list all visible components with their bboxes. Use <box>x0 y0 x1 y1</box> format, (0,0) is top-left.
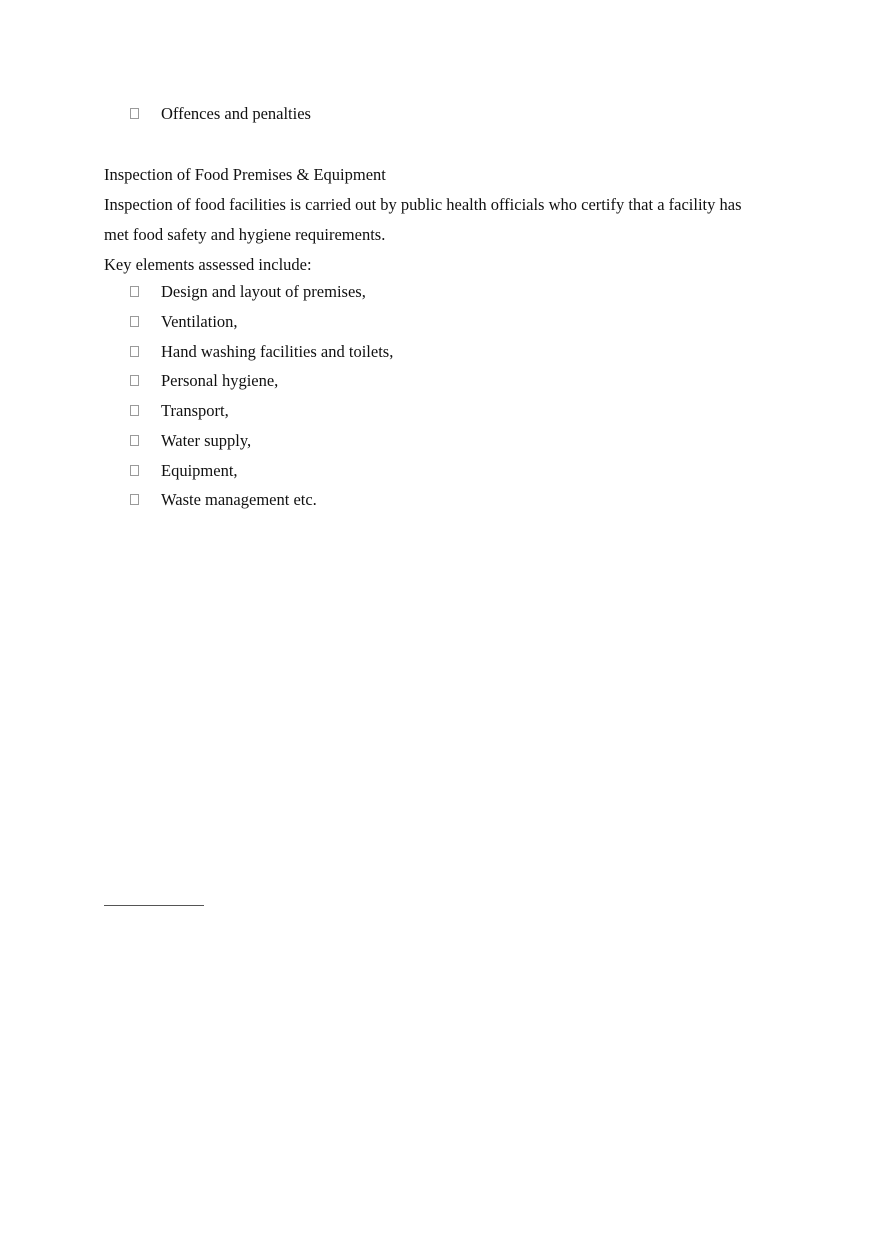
bullet-box-icon <box>130 494 139 505</box>
bullet-box-icon <box>130 316 139 327</box>
list-item-text: Ventilation, <box>161 312 238 331</box>
list-item-text: Hand washing facilities and toilets, <box>161 342 394 361</box>
list-item-text: Design and layout of premises, <box>161 282 366 301</box>
paragraph-line-1: Inspection of food facilities is carried out by public health officials who certify that a facility has <box>104 195 742 214</box>
list-item-text: Offences and penalties <box>161 104 311 123</box>
paragraph-line-2: met food safety and hygiene requirements. <box>104 225 386 244</box>
bullet-box-icon <box>130 465 139 476</box>
bullet-box-icon <box>130 405 139 416</box>
bullet-box-icon <box>130 346 139 357</box>
list-item-text: Equipment, <box>161 461 238 480</box>
list-item-text: Transport, <box>161 401 229 420</box>
list-item-text: Water supply, <box>161 431 252 450</box>
list-item-text: Waste management etc. <box>161 490 317 509</box>
list-intro: Key elements assessed include: <box>104 255 312 274</box>
bullet-box-icon <box>130 375 139 386</box>
bullet-box-icon <box>130 435 139 446</box>
bullet-box-icon <box>130 286 139 297</box>
list-item-text: Personal hygiene, <box>161 371 279 390</box>
section-heading: Inspection of Food Premises & Equipment <box>104 165 386 184</box>
footnote-separator <box>104 905 204 906</box>
bullet-box-icon <box>130 108 139 119</box>
